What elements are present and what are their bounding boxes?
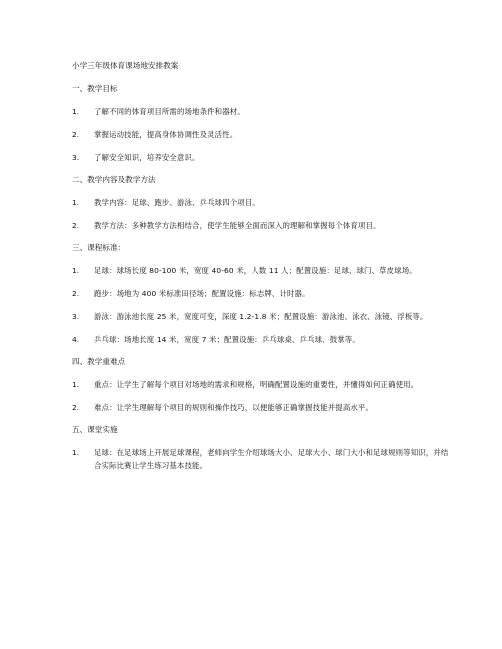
item-text: 了解安全知识，培养安全意识。: [94, 153, 200, 162]
item-number: 2.: [72, 289, 80, 298]
item-number: 3.: [72, 312, 80, 321]
list-item: [72, 151, 452, 164]
list-item: [72, 128, 452, 141]
item-text: 教学内容：足球、跑步、游泳、乒乓球四个项目。: [94, 198, 260, 207]
section-heading: 二、教学内容及教学方法: [72, 175, 156, 184]
item-text: 了解不同的体育项目所需的场地条件和器材。: [94, 107, 245, 116]
item-number: 1.: [72, 448, 80, 457]
list-item: [72, 196, 452, 209]
item-number: 2.: [72, 221, 80, 230]
list-item: [72, 219, 452, 232]
item-text: 掌握运动技能，提高身体协调性及灵活性。: [94, 130, 238, 139]
list-item: [72, 378, 452, 391]
item-text: 游泳：游泳池长度 25 米，宽度可变，深度 1.2-1.8 米；配置设施：游泳池、泳衣、泳镜、浮板等。: [94, 312, 428, 321]
item-number: 2.: [72, 130, 80, 139]
section-heading: 一、教学目标: [72, 84, 118, 93]
section-implementation: [72, 424, 452, 472]
section-heading: 四、教学重难点: [72, 357, 126, 366]
item-number: 4.: [72, 335, 80, 344]
item-number: 1.: [72, 198, 80, 207]
item-number: 2.: [72, 403, 80, 412]
list-item: [72, 264, 452, 277]
item-number: 1.: [72, 266, 80, 275]
section-heading: 三、课程标准：: [72, 243, 126, 252]
section-key-points: [72, 356, 452, 414]
list-item: [72, 310, 452, 323]
item-number: 1.: [72, 107, 80, 116]
list-item: [72, 333, 452, 346]
item-text: 教学方法：多种教学方法相结合，使学生能够全面而深入的理解和掌握每个体育项目。: [94, 221, 381, 230]
list-item: [72, 105, 452, 118]
section-heading: 五、课堂实施: [72, 425, 118, 434]
document-title: 小学三年级体育课场地安排教案: [72, 61, 179, 70]
section-content-methods: [72, 174, 452, 232]
section-objectives: [72, 83, 452, 164]
list-item: [72, 401, 452, 414]
section-standards: [72, 242, 452, 346]
item-number: 3.: [72, 153, 80, 162]
item-text: 乒乓球：场地长度 14 米，宽度 7 米；配置设施：乒乓球桌、乒乓球、鼓掌等。: [94, 335, 360, 344]
item-number: 1.: [72, 380, 80, 389]
list-item: [72, 287, 452, 300]
item-text: 重点：让学生了解每个项目对场地的需求和规格，明确配置设施的重要性，并懂得如何正确使用。: [94, 380, 419, 389]
item-text: 足球：在足球场上开展足球课程，老师向学生介绍球场大小、足球大小、球门大小和足球规则等知识，并结合实际比赛让学生练习基本技能。: [94, 448, 449, 470]
item-text: 足球：球场长度 80-100 米，宽度 40-60 米，人数 11 人；配置设施：足球、球门、草皮球场。: [94, 266, 417, 275]
item-text: 跑步：场地为 400 米标准田径场；配置设施：标志牌、计时器。: [94, 289, 310, 298]
item-text: 难点：让学生理解每个项目的规则和操作技巧，以便能够正确掌握技能并提高水平。: [94, 403, 374, 412]
list-item: [72, 446, 452, 472]
